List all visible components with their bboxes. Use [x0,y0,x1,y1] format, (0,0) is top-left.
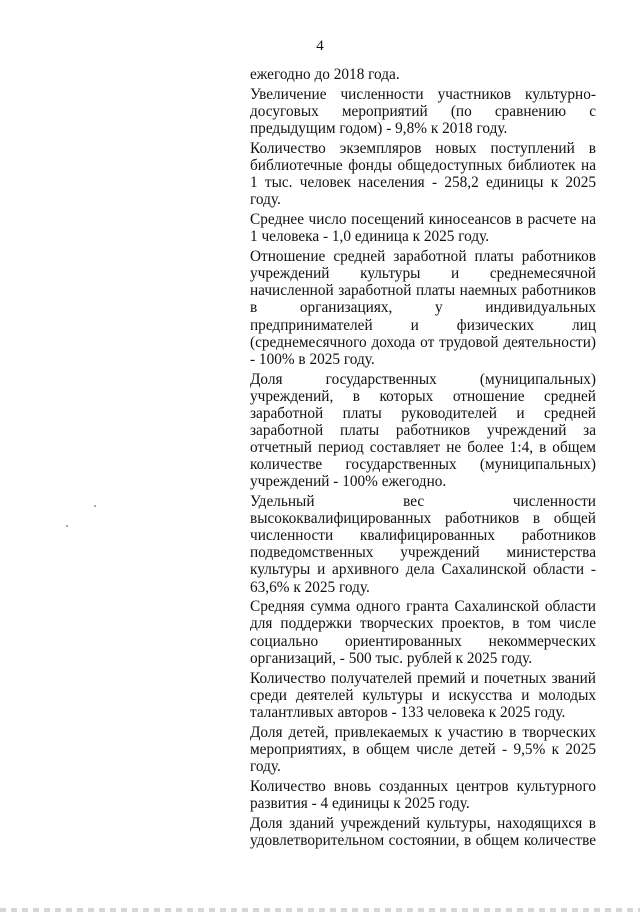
paragraph [250,670,596,721]
text-line: учреждений культуры и среднемесячной [250,265,596,283]
text-line: среди деятелей культуры и искусства и молодых [250,686,596,704]
text-line: учреждений, в которых отношение средней [250,387,596,405]
text-line: ежегодно до 2018 года. [250,66,400,83]
text-line: организаций, - 500 тыс. рублей к 2025 году. [250,649,533,667]
text-line: заработной платы работников учреждений за [250,421,596,439]
text-line: Доля детей, привлекаемых к участию в творческих [250,723,596,741]
paragraph [250,724,596,775]
text-line: количестве государственных (муниципальных) [250,456,596,474]
text-line: году. [250,191,281,209]
text-line: году. [250,757,281,775]
paragraph [250,778,596,812]
page-number: 4 [316,38,324,54]
paragraph [250,140,596,208]
text-line: высококвалифицированных работников в общей [250,510,596,528]
text-line: подведомственных учреждений министерства [250,544,596,562]
scan-speck [66,525,68,527]
text-line: Доля государственных (муниципальных) [250,370,596,388]
text-line: социально ориентированных некоммерческих [250,632,596,650]
paragraph [250,598,596,666]
text-line: 63,6% к 2025 году. [250,578,370,596]
text-line: Отношение средней заработной платы работников [250,248,596,266]
text-line: численности квалифицированных работников [250,527,596,545]
paragraph [250,211,596,245]
text-line: начисленной заработной платы наемных работников [250,282,596,300]
text-line: Доля зданий учреждений культуры, находящихся в [250,814,596,832]
body-text [250,66,596,852]
text-line: Среднее число посещений киносеансов в расчете на [250,211,596,229]
text-line: учреждений - 100% ежегодно. [250,473,447,491]
text-line: мероприятиях, в общем числе детей - 9,5% к 2025 [250,740,596,758]
paragraph [250,493,596,596]
text-line: - 100% в 2025 году. [250,350,375,368]
paragraph [250,371,596,491]
text-line: Количество вновь созданных центров культурного [250,777,596,795]
text-line: 1 тыс. человек населения - 258,2 единицы к 2025 [250,174,596,192]
text-line: предыдущим годом) - 9,8% к 2018 году. [250,120,508,138]
text-line: (среднемесячного дохода от трудовой деятельности) [250,333,596,351]
paragraph [250,248,596,368]
scan-edge-noise [0,908,640,912]
text-line: удовлетворительном состоянии, в общем количестве [250,831,596,849]
paragraph [250,66,596,83]
scan-speck [94,505,96,507]
paragraph [250,815,596,849]
text-line: Количество экземпляров новых поступлений в [250,139,596,157]
text-line: заработной платы руководителей и средней [250,404,596,422]
text-line: 1 человека - 1,0 единица к 2025 году. [250,228,490,246]
text-line: досуговых мероприятий (по сравнению с [250,102,596,120]
text-line: предпринимателей и физических лиц [250,316,596,334]
text-line: Количество получателей премий и почетных званий [250,669,596,687]
text-line: культуры и архивного дела Сахалинской области - [250,561,596,579]
text-line: развития - 4 единицы к 2025 году. [250,794,470,812]
paragraph [250,86,596,137]
text-line: отчетный период составляет не более 1:4, в общем [250,438,596,456]
text-line: талантливых авторов - 133 человека к 2025 году. [250,703,566,721]
text-line: Средняя сумма одного гранта Сахалинской области [250,598,596,616]
text-line: библиотечные фонды общедоступных библиотек на [250,157,596,175]
text-line: Удельный вес численности [250,493,596,511]
text-line: для поддержки творческих проектов, в том числе [250,615,596,633]
text-line: в организациях, у индивидуальных [250,299,596,317]
text-line: Увеличение численности участников культурно- [250,85,596,103]
